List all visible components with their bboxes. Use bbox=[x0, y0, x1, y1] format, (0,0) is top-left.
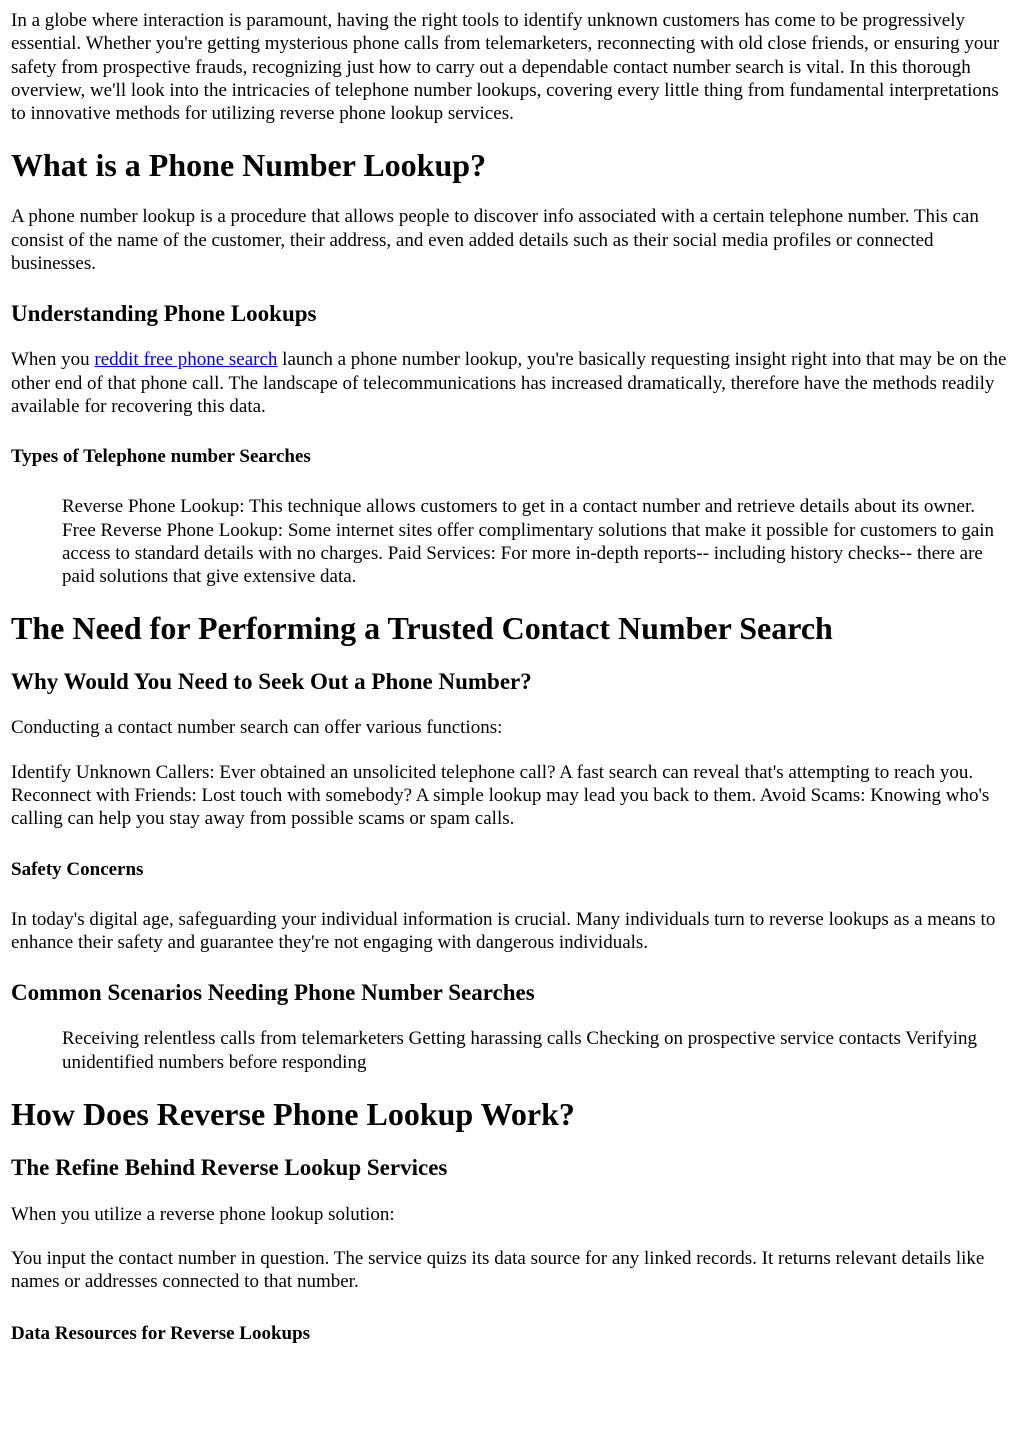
types-blockquote: Reverse Phone Lookup: This technique allows customers to get in a contact number and retrieve details about its owner. Free Reverse Phone Lookup: Some internet sites offer complimentary solutions that make it possible for customers to gain access to standard details with no charges. Paid Services: For more in-depth reports-- including history checks-- there are paid solutions that give extensive data. bbox=[62, 496, 995, 588]
reddit-phone-search-link[interactable]: reddit free phone search bbox=[94, 349, 278, 371]
understanding-paragraph bbox=[11, 348, 1012, 418]
heading-types-of-searches: Types of Telephone number Searches bbox=[11, 446, 311, 468]
heading-common-scenarios: Common Scenarios Needing Phone Number Searches bbox=[11, 980, 535, 1006]
heading-data-resources: Data Resources for Reverse Lookups bbox=[11, 1322, 311, 1344]
heading-why-seek-number: Why Would You Need to Seek Out a Phone Number? bbox=[11, 669, 532, 695]
article bbox=[0, 9, 1024, 1345]
understanding-text-start: When you bbox=[11, 349, 95, 371]
definition-paragraph: A phone number lookup is a procedure that allows people to discover info associated with a certain telephone number. This can consist of the name of the customer, their address, and even added details such as their social media profiles or connected businesses. bbox=[11, 206, 979, 275]
heading-how-reverse-lookup-works: How Does Reverse Phone Lookup Work? bbox=[11, 1095, 575, 1132]
intro-paragraph: In a globe where interaction is paramount, having the right tools to identify unknown customers has come to be progressively essential. Whether you're getting mysterious phone calls from telemarketers, reconnecting with old close friends, or ensuring your safety from prospective frauds, recognizing just how to carry out a dependable contact number search is vital. In this thorough overview, we'll look into the intricacies of telephone number lookups, covering every little thing from fundamental interpretations to innovative methods for utilizing reverse phone lookup services. bbox=[11, 10, 1000, 125]
scenarios-blockquote: Receiving relentless calls from telemarketers Getting harassing calls Checking on prospective service contacts Verifying unidentified numbers before responding bbox=[62, 1028, 978, 1073]
heading-what-is-lookup: What is a Phone Number Lookup? bbox=[11, 147, 487, 184]
utilize-intro-paragraph: When you utilize a reverse phone lookup solution: bbox=[11, 1203, 395, 1225]
heading-understanding-lookups: Understanding Phone Lookups bbox=[11, 301, 317, 327]
understanding-text-end: launch a phone number lookup, you're basically requesting insight right into that may be on the other end of that phone call. The landscape of telecommunications has increased dramatically, therefore have the methods readily available for recovering this data. bbox=[11, 349, 1007, 417]
heading-refine-behind-services: The Refine Behind Reverse Lookup Services bbox=[11, 1154, 448, 1180]
safety-paragraph: In today's digital age, safeguarding your individual information is crucial. Many individuals turn to reverse lookups as a means to enhance their safety and guarantee they're not engaging with dangerous individuals. bbox=[11, 908, 996, 953]
functions-intro-paragraph: Conducting a contact number search can offer various functions: bbox=[11, 717, 503, 739]
heading-safety-concerns: Safety Concerns bbox=[11, 858, 144, 880]
functions-paragraph: Identify Unknown Callers: Ever obtained an unsolicited telephone call? A fast search can reveal that's attempting to reach you. Reconnect with Friends: Lost touch with somebody? A simple lookup may lead you back to them. Avoid Scams: Knowing who's calling can help you stay away from possible scams or spam calls. bbox=[11, 761, 990, 830]
steps-paragraph: You input the contact number in question. The service quizs its data source for any linked records. It returns relevant details like names or addresses connected to that number. bbox=[11, 1248, 985, 1293]
heading-need-for-search: The Need for Performing a Trusted Contact Number Search bbox=[11, 610, 833, 647]
